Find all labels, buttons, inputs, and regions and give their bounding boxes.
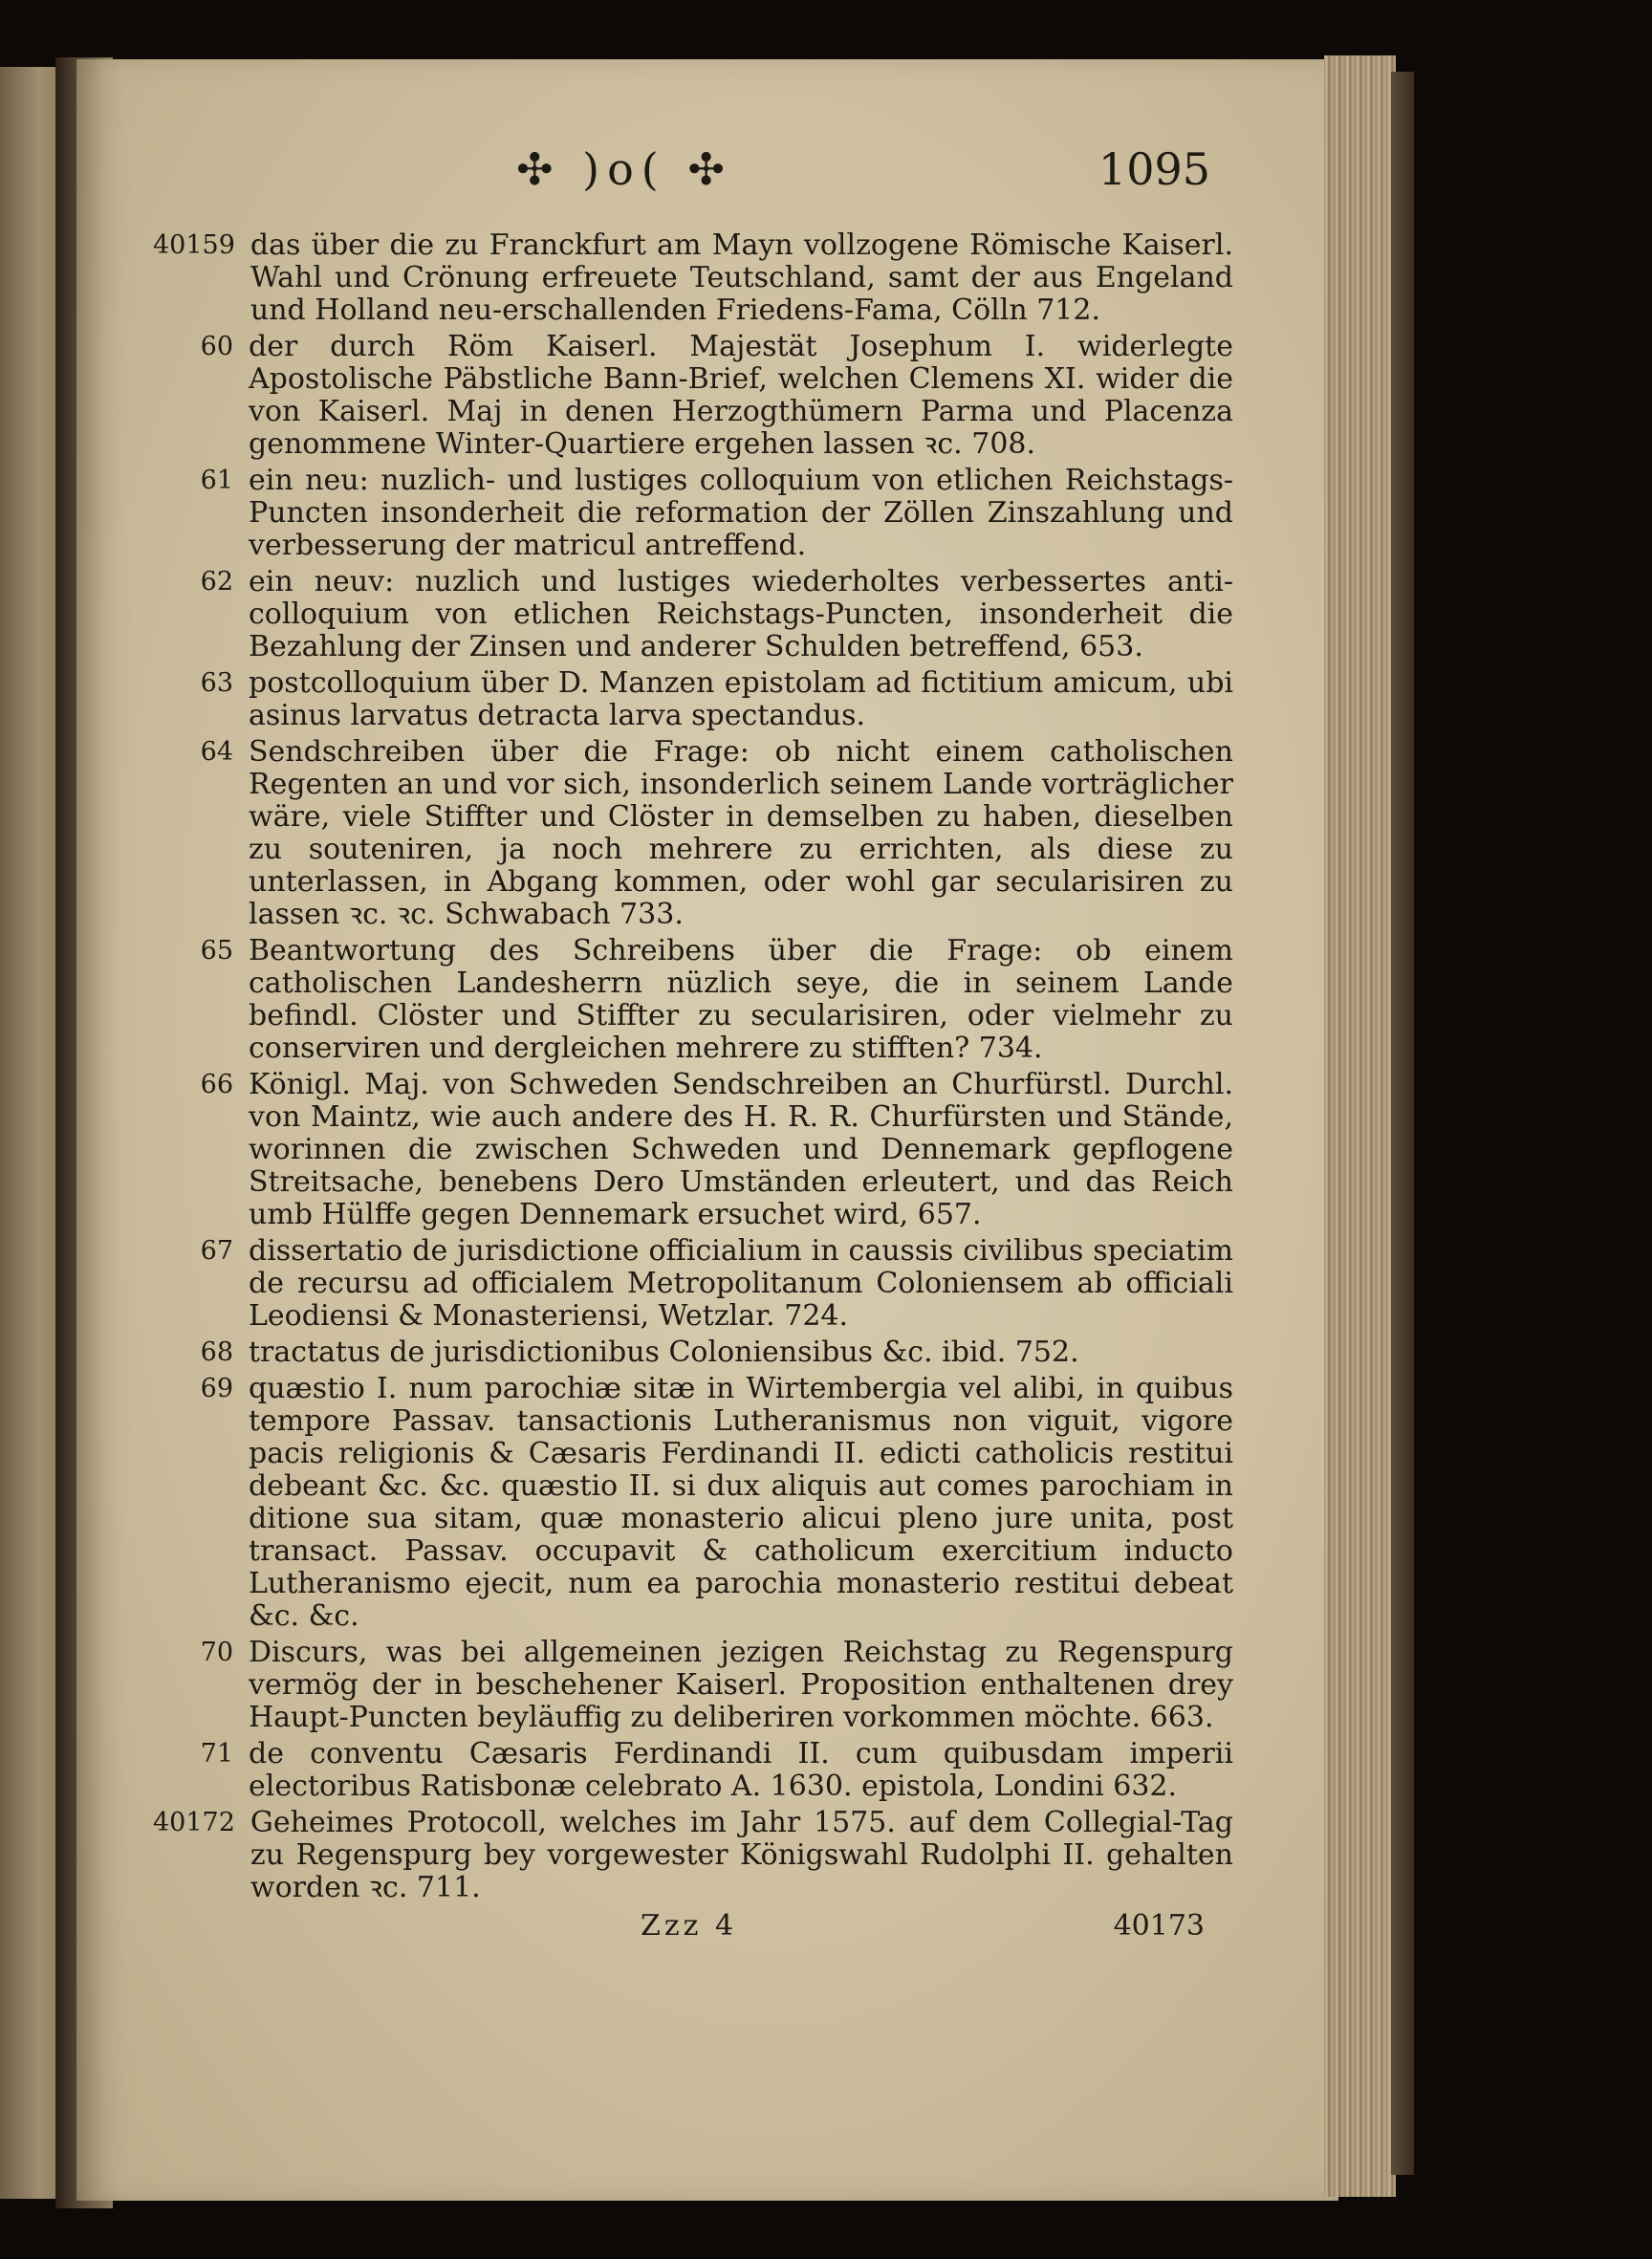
entry-text: Discurs, was bei allgemeinen jezigen Reichstag zu Regenspurg vermög der in beschehener Kaiserl. Proposition enthaltenen drey Haupt-Puncten beyläuffig zu deliberiren vorkommen möchte. 663. <box>249 1636 1233 1734</box>
header-ornament: ✣ )o( ✣ <box>516 143 732 195</box>
entry-number: 71 <box>200 1739 233 1769</box>
entry-number: 40159 <box>153 230 235 260</box>
page-number: 1095 <box>1098 143 1210 195</box>
entry-number: 66 <box>200 1070 233 1099</box>
entry-number: 68 <box>200 1337 233 1367</box>
entry-number: 63 <box>200 668 233 698</box>
list-item <box>153 1336 1233 1369</box>
running-head <box>153 143 1233 210</box>
list-item <box>153 1807 1233 1904</box>
entry-text: de conventu Cæsaris Ferdinandi II. cum quibusdam imperii electoribus Ratisbonæ celebrato A. 1630. epistola, Londini 632. <box>249 1737 1233 1803</box>
list-item <box>153 1069 1233 1231</box>
entry-text: Beantwortung des Schreibens über die Frage: ob einem catholischen Landesherrn nüzlich seye, die in seinem Lande befindl. Clöster und Stiffter zu secularisiren, oder vielmehr zu conserviren und dergleichen mehrere zu stifften? 734. <box>249 934 1233 1065</box>
entry-number: 40172 <box>153 1808 235 1837</box>
entry-number: 60 <box>200 332 233 361</box>
list-item <box>153 736 1233 931</box>
page-footer <box>153 1910 1233 1952</box>
signature-mark: Zzz 4 <box>641 1909 738 1943</box>
entry-text: ein neu: nuzlich- und lustiges colloquium von etlichen Reichstags-Puncten insonderheit die reformation der Zöllen Zinszahlung und verbesserung der matricul antreffend. <box>249 464 1233 562</box>
list-item <box>153 935 1233 1065</box>
entry-number: 61 <box>200 466 233 495</box>
entry-text: Geheimes Protocoll, welches im Jahr 1575. auf dem Collegial-Tag zu Regenspurg bey vorgewester Königswahl Rudolphi II. gehalten worden ꝛc. 711. <box>250 1806 1233 1904</box>
entry-number: 70 <box>200 1638 233 1667</box>
list-item <box>153 1637 1233 1734</box>
entry-number: 64 <box>200 737 233 767</box>
page-text-block <box>153 143 1233 1952</box>
entry-text: ein neuv: nuzlich und lustiges wiederholtes verbessertes anti-colloquium von etlichen Reichstags-Puncten, insonderheit die Bezahlung der Zinsen und anderer Schulden betreffend, 653. <box>249 565 1233 663</box>
entry-text: quæstio I. num parochiæ sitæ in Wirtembergia vel alibi, in quibus tempore Passav. tansactionis Lutheranismus non viguit, vigore pacis religionis & Cæsaris Ferdinandi II. edicti catholicis restitui debeant &c. &c. quæstio II. si dux aliquis aut comes parochiam in ditione sua sitam, quæ monasterio alicui pleno jure unita, post transact. Passav. occupavit & catholicum exercitium inducto Lutheranismo ejecit, num ea parochia monasterio restitui debeat &c. &c. <box>249 1372 1233 1633</box>
list-item <box>153 1235 1233 1333</box>
entry-list <box>153 229 1233 1904</box>
entry-text: das über die zu Franckfurt am Mayn vollzogene Römische Kaiserl. Wahl und Crönung erfreuete Teutschland, samt der aus Engeland und Holland neu-erschallenden Friedens-Fama, Cölln 712. <box>250 228 1233 327</box>
entry-text: der durch Röm Kaiserl. Majestät Josephum I. widerlegte Apostolische Päbstliche Bann-Brief, welchen Clemens XI. wider die von Kaiserl. Maj in denen Herzogthümern Parma und Placenza genommene Winter-Quartiere ergehen lassen ꝛc. 708. <box>249 330 1233 461</box>
list-item <box>153 667 1233 732</box>
catchword: 40173 <box>1113 1909 1205 1943</box>
entry-number: 65 <box>200 936 233 966</box>
list-item <box>153 331 1233 461</box>
list-item <box>153 465 1233 562</box>
entry-number: 67 <box>200 1236 233 1266</box>
entry-number: 69 <box>200 1374 233 1403</box>
list-item <box>153 229 1233 327</box>
list-item <box>153 1373 1233 1633</box>
book-cover-edge <box>1391 72 1414 2175</box>
entry-text: Sendschreiben über die Frage: ob nicht einem catholischen Regenten an und vor sich, insonderlich seinem Lande vorträglicher wäre, viele Stiffter und Clöster in demselben zu haben, dieselben zu souteniren, ja noch mehrere zu errichten, als diese zu unterlassen, in Abgang kommen, oder wohl gar secularisiren zu lassen ꝛc. ꝛc. Schwabach 733. <box>249 735 1233 931</box>
entry-text: postcolloquium über D. Manzen epistolam ad fictitium amicum, ubi asinus larvatus detracta larva spectandus. <box>249 666 1233 732</box>
entry-text: tractatus de jurisdictionibus Coloniensibus &c. ibid. 752. <box>249 1336 1079 1369</box>
entry-text: Königl. Maj. von Schweden Sendschreiben an Churfürstl. Durchl. von Maintz, wie auch andere des H. R. R. Churfürsten und Stände, worinnen die zwischen Schweden und Dennemark gepflogene Streitsache, benebens Dero Umständen erleutert, und das Reich umb Hülffe gegen Dennemark ersuchet wird, 657. <box>249 1068 1233 1231</box>
page-edges <box>1324 55 1396 2197</box>
entry-text: dissertatio de jurisdictione officialium in caussis civilibus speciatim de recursu ad officialem Metropolitanum Coloniensem ab officiali Leodiensi & Monasteriensi, Wetzlar. 724. <box>249 1234 1233 1333</box>
list-item <box>153 1738 1233 1803</box>
entry-number: 62 <box>200 567 233 597</box>
list-item <box>153 566 1233 663</box>
